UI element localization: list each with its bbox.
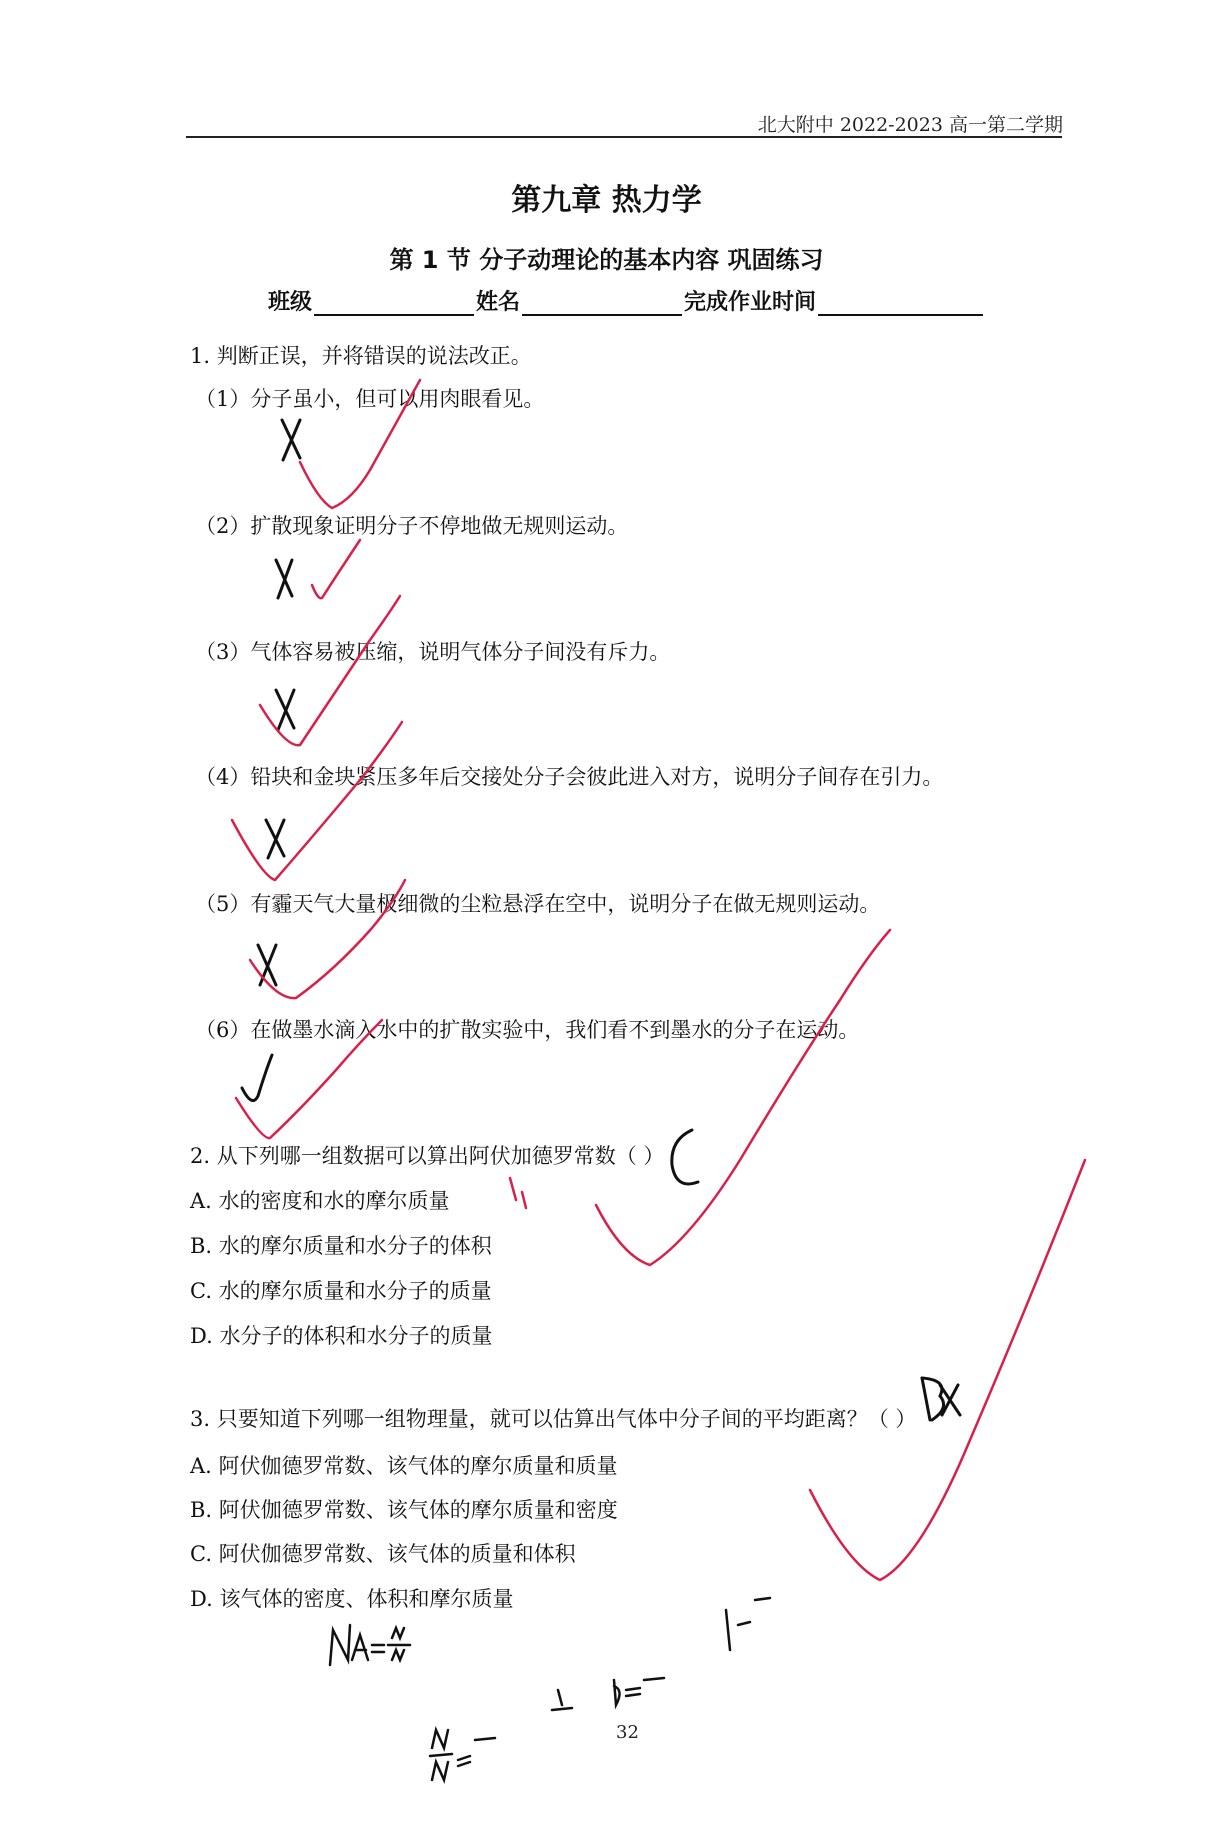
q1-item-1: （1）分子虽小，但可以用肉眼看见。: [195, 387, 545, 411]
time-label: 完成作业时间: [684, 290, 817, 315]
red-check-mark-q2: [596, 930, 890, 1265]
class-label: 班级: [268, 290, 313, 315]
red-check-mark-4: [232, 722, 402, 880]
handwritten-check-mark-6: [242, 1055, 272, 1101]
handwritten-x-mark-5: [258, 945, 276, 985]
red-check-mark-6: [236, 1020, 382, 1138]
q2-stem: 2. 从下列哪一组数据可以算出阿伏加德罗常数（ ）: [190, 1144, 665, 1168]
handwritten-formula-na: [330, 1625, 410, 1665]
page-number: 32: [616, 1722, 639, 1743]
q2-option-b: B. 水的摩尔质量和水分子的体积: [190, 1234, 492, 1258]
handwritten-answer-c: [672, 1130, 698, 1184]
q3-stem: 3. 只要知道下列哪一组物理量，就可以估算出气体中分子间的平均距离？（ ）: [190, 1407, 917, 1431]
handwritten-x-mark-1: [282, 420, 300, 460]
red-check-mark-2: [312, 540, 360, 598]
q3-option-d: D. 该气体的密度、体积和摩尔质量: [190, 1587, 514, 1611]
q3-option-b: B. 阿伏伽德罗常数、该气体的摩尔质量和密度: [190, 1498, 618, 1522]
handwritten-answer-b: [922, 1378, 960, 1420]
handwritten-formula-ratio: [430, 1690, 572, 1780]
q1-item-4: （4）铅块和金块紧压多年后交接处分子会彼此进入对方，说明分子间存在引力。: [195, 765, 944, 789]
red-check-mark-q3: [810, 1160, 1085, 1580]
q3-option-c: C. 阿伏伽德罗常数、该气体的质量和体积: [190, 1542, 576, 1566]
handwritten-formula-density: [614, 1598, 770, 1705]
handwritten-x-mark-2: [276, 560, 292, 598]
red-tick-q2-margin: [510, 1178, 526, 1208]
handwritten-x-mark-3: [276, 690, 294, 730]
name-label: 姓名: [476, 290, 521, 315]
section-title: 第 1 节 分子动理论的基本内容 巩固练习: [389, 246, 824, 274]
q3-option-a: A. 阿伏伽德罗常数、该气体的摩尔质量和质量: [190, 1454, 618, 1478]
q1-stem: 1. 判断正误，并将错误的说法改正。: [190, 344, 532, 368]
q1-item-3: （3）气体容易被压缩，说明气体分子间没有斥力。: [195, 640, 671, 664]
q2-option-a: A. 水的密度和水的摩尔质量: [190, 1189, 450, 1213]
chapter-title: 第九章 热力学: [511, 183, 702, 218]
q1-item-5: （5）有霾天气大量极细微的尘粒悬浮在空中，说明分子在做无规则运动。: [195, 892, 881, 916]
q2-option-c: C. 水的摩尔质量和水分子的质量: [190, 1279, 492, 1303]
q2-option-d: D. 水分子的体积和水分子的质量: [190, 1324, 493, 1348]
q1-item-6: （6）在做墨水滴入水中的扩散实验中，我们看不到墨水的分子在运动。: [195, 1018, 860, 1042]
handwritten-x-mark-4: [266, 820, 284, 858]
q1-item-2: （2）扩散现象证明分子不停地做无规则运动。: [195, 514, 629, 538]
page-header: 北大附中 2022-2023 高一第二学期: [757, 114, 1063, 136]
red-check-mark-1: [300, 380, 420, 508]
